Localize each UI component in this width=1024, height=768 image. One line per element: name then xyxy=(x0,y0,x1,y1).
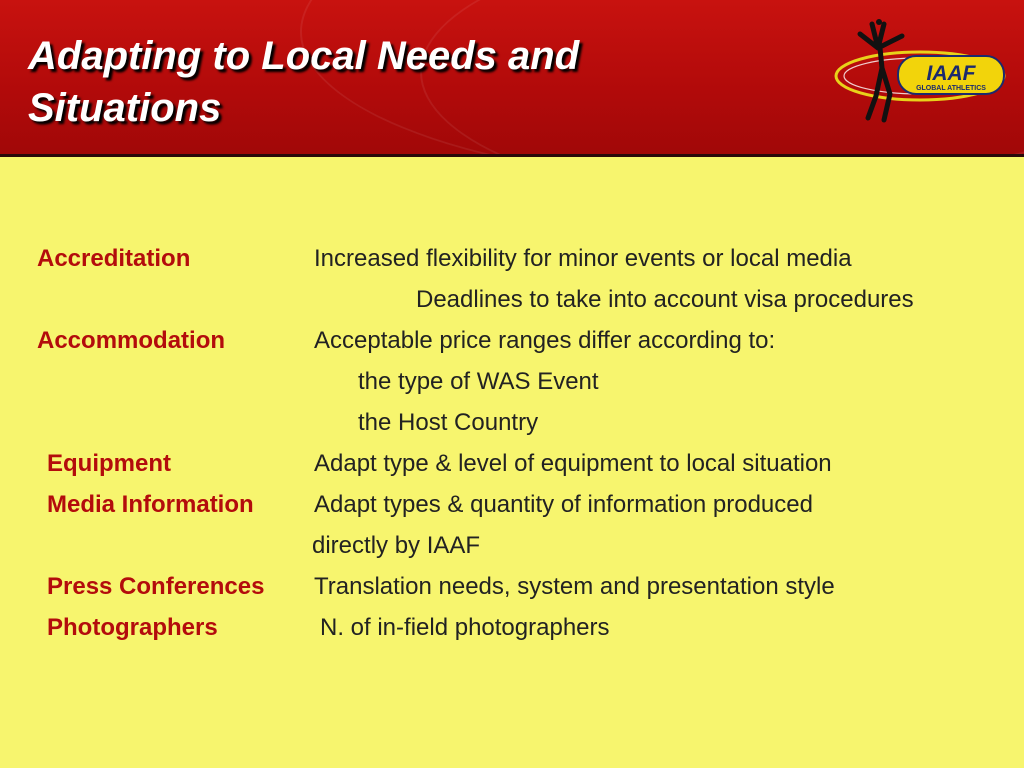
athlete-icon xyxy=(860,24,902,120)
text-media-information-2: directly by IAAF xyxy=(312,532,481,559)
logo-tagline: GLOBAL ATHLETICS xyxy=(916,85,986,92)
text-accreditation-2: Deadlines to take into account visa procedures xyxy=(416,286,914,313)
label-equipment: Equipment xyxy=(47,450,171,477)
label-accommodation: Accommodation xyxy=(37,327,226,354)
text-media-information-1: Adapt types & quantity of information produced xyxy=(314,491,813,518)
slide-header xyxy=(0,0,1024,157)
iaaf-logo xyxy=(832,18,1012,128)
text-photographers: N. of in-field photographers xyxy=(320,614,610,641)
label-accreditation: Accreditation xyxy=(37,245,191,272)
athlete-head-icon xyxy=(876,19,882,25)
text-accommodation-2: the type of WAS Event xyxy=(358,368,599,395)
slide-title-line1: Adapting to Local Needs and xyxy=(28,34,580,78)
text-accommodation-3: the Host Country xyxy=(358,409,539,436)
text-equipment: Adapt type & level of equipment to local situation xyxy=(314,450,832,477)
label-press-conferences: Press Conferences xyxy=(47,573,265,600)
text-press-conferences: Translation needs, system and presentation style xyxy=(314,573,835,600)
text-accreditation-1: Increased flexibility for minor events or local media xyxy=(314,245,852,272)
label-photographers: Photographers xyxy=(47,614,218,641)
slide-body xyxy=(0,160,1024,768)
slide-title xyxy=(28,30,579,134)
text-accommodation-1: Acceptable price ranges differ according to: xyxy=(314,327,776,354)
slide-title-line2: Situations xyxy=(28,86,222,130)
label-media-information: Media Information xyxy=(47,491,254,518)
logo-name: IAAF xyxy=(926,62,976,85)
